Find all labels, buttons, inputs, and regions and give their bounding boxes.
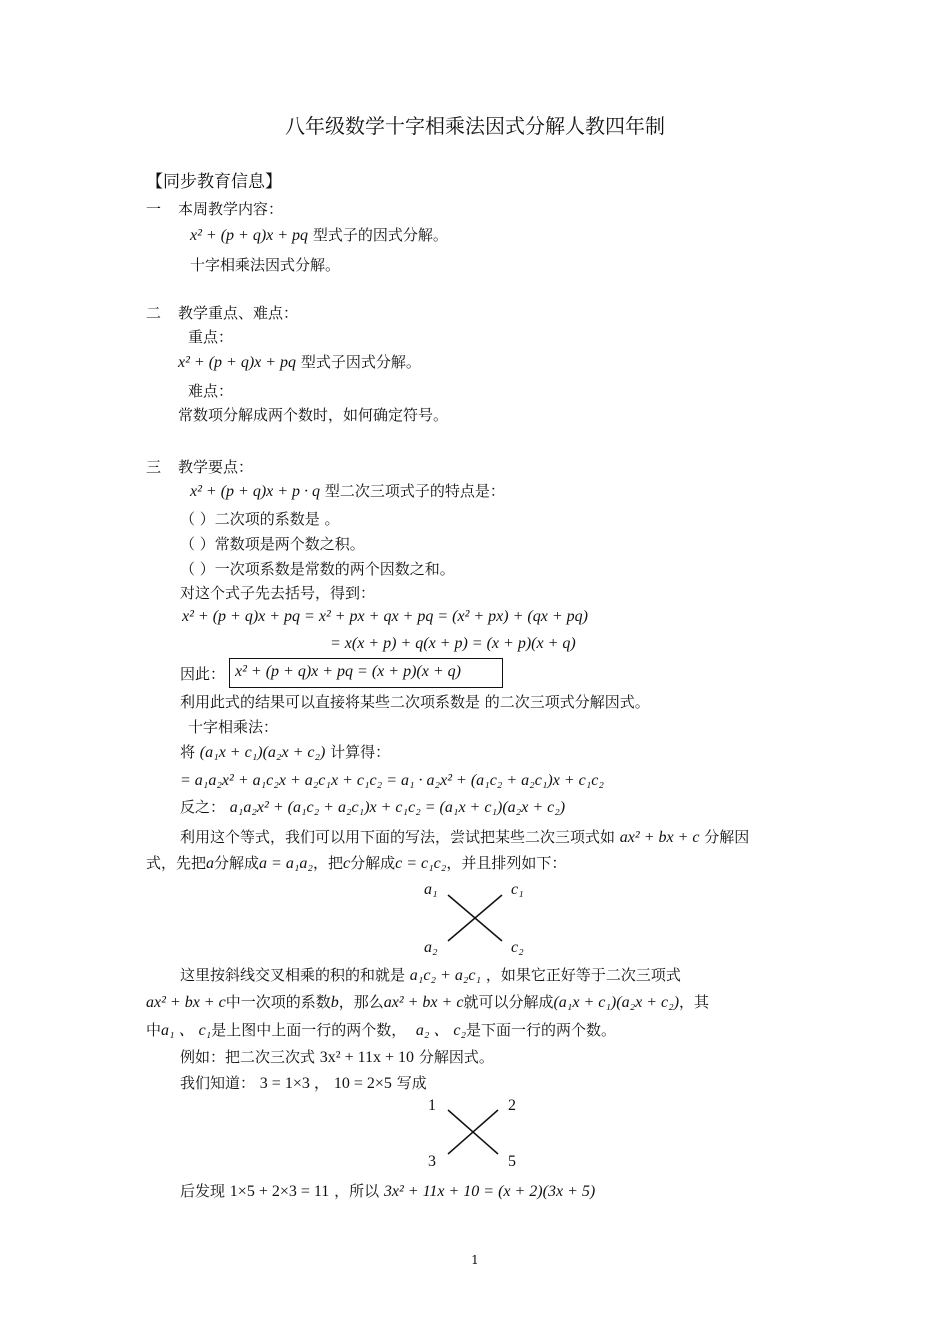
text: 利用这个等式，我们可以用下面的写法，尝试把某些二次三项式如 [180, 828, 616, 846]
expand-text: 对这个式子先去括号，得到： [180, 584, 376, 602]
text: 分解因式。 [418, 1048, 494, 1066]
text: 是上图中上面一行的两个数， [211, 1021, 407, 1039]
text: 我们知道： [180, 1074, 256, 1092]
therefore-label: 因此： [180, 665, 226, 683]
cross-2-top-right: 2 [508, 1097, 516, 1114]
text: 计算得： [330, 743, 391, 761]
cross-method-heading: 十字相乘法： [188, 718, 279, 736]
formula: a₁ 、 c₁ [161, 1022, 212, 1039]
result-line [180, 1182, 595, 1201]
key-point-line [178, 353, 421, 372]
use-text: 利用此式的结果可以直接将某些二次项系数是 的二次三项式分解因式。 [180, 693, 650, 711]
difficulty-text: 常数项分解成两个数时，如何确定符号。 [178, 406, 449, 424]
variable: b [330, 994, 339, 1011]
formula: x² + (p + q)x + p · q [190, 483, 321, 500]
cross-2-bottom-left: 3 [428, 1153, 436, 1170]
formula: x² + (p + q)x + pq [190, 227, 309, 244]
section-2-heading: 教学重点、难点： [178, 304, 299, 322]
know-line [180, 1074, 427, 1093]
equation-1: x² + (p + q)x + pq = x² + px + qx + pq = (x² + px) + (qx + pq) [182, 608, 588, 625]
variable: c [342, 855, 351, 872]
paragraph-1-line-1 [180, 828, 749, 847]
section-3-heading: 教学要点： [178, 458, 254, 476]
text: 中一次项的系数 [225, 993, 331, 1011]
section-heading: 【同步教育信息】 [146, 172, 282, 192]
difficulty-label: 难点： [188, 382, 234, 400]
formula: a = a₁a₂ [259, 855, 313, 872]
text: ，把 [312, 854, 343, 872]
section-3-number: 三 [146, 458, 162, 476]
cross-2-bottom-right: 5 [508, 1153, 516, 1170]
boxed-formula: x² + (p + q)x + pq = (x + p)(x + q) [235, 663, 461, 680]
formula: (a₁x + c₁)(a₂x + c₂) [199, 744, 326, 761]
text: ，那么 [338, 993, 384, 1011]
section-1-heading: 本周教学内容： [178, 200, 284, 218]
example-line [180, 1048, 494, 1067]
cross-1-top-right: c₁ [511, 881, 524, 898]
formula: ax² + bx + c [619, 829, 700, 846]
cross-1-lines [446, 893, 506, 945]
list-item: （ ）常数项是两个数之积。 [180, 535, 365, 553]
section-1-line-2: 十字相乘法因式分解。 [190, 256, 341, 274]
section-2-number: 二 [146, 304, 162, 322]
text: 型式子的因式分解。 [312, 226, 448, 244]
section-1-number: 一 [146, 200, 162, 218]
text: ，如果它正好等于二次三项式 [485, 966, 681, 984]
text: 是下面一行的两个数。 [466, 1021, 617, 1039]
calc-result: = a₁a₂x² + a₁c₂x + a₂c₁x + c₁c₂ = a₁ · a₂x² + (a₁c₂ + a₂c₁)x + c₁c₂ [180, 772, 604, 789]
text: ，所以 [334, 1182, 380, 1200]
text: 反之： [180, 798, 226, 816]
reverse-line [180, 798, 565, 817]
text: 型二次三项式子的特点是： [324, 482, 505, 500]
cross-1-bottom-left: a₂ [424, 939, 438, 956]
cross-1-top-left: a₁ [424, 881, 438, 898]
text: 型式子因式分解。 [300, 353, 421, 371]
page-title: 八年级数学十字相乘法因式分解人教四年制 [285, 114, 665, 138]
cross-2-top-left: 1 [428, 1097, 436, 1114]
formula: a₁c₂ + a₂c₁ [409, 967, 482, 984]
formula: a₂ 、 c₂ [415, 1022, 467, 1039]
formula: 1×5 + 2×3 = 11 [229, 1183, 330, 1200]
paragraph-2-line-1 [180, 966, 681, 985]
paragraph-2-line-2 [146, 993, 709, 1012]
list-item: （ ）一次项系数是常数的两个因数之和。 [180, 560, 455, 578]
text: 中 [146, 1021, 162, 1039]
formula: 3 = 1×3 ， 10 = 2×5 [259, 1075, 392, 1092]
formula: x² + (p + q)x + pq [178, 354, 297, 371]
text: 式，先把 [146, 854, 207, 872]
paragraph-1-line-2 [146, 854, 566, 873]
text: 写成 [396, 1074, 427, 1092]
formula: (a₁x + c₁)(a₂x + c₂) [553, 994, 680, 1011]
calc-line [180, 743, 390, 762]
intro-line [190, 482, 505, 501]
formula: a₁a₂x² + (a₁c₂ + a₂c₁)x + c₁c₂ = (a₁x + c₁)(a₂x + c₂) [229, 799, 566, 816]
text: ，其 [679, 993, 710, 1011]
text: 这里按斜线交叉相乘的积的和就是 [180, 966, 406, 984]
formula: ax² + bx + c [146, 994, 226, 1011]
text: 分解成 [214, 854, 260, 872]
page-number: 1 [471, 1253, 479, 1267]
text: 将 [180, 743, 196, 761]
paragraph-2-line-3 [146, 1021, 616, 1040]
formula: ax² + bx + c [383, 994, 464, 1011]
text: 例如：把二次三次式 [180, 1048, 316, 1066]
formula: 3x² + 11x + 10 = (x + 2)(3x + 5) [383, 1183, 596, 1200]
section-1-line-1 [190, 226, 448, 245]
cross-2-lines [446, 1108, 502, 1158]
formula: 3x² + 11x + 10 [319, 1049, 415, 1066]
text: 后发现 [180, 1182, 226, 1200]
text: 分解因 [704, 828, 750, 846]
formula: c = c₁c₂ [395, 855, 447, 872]
text: 分解成 [350, 854, 396, 872]
equation-2: = x(x + p) + q(x + p) = (x + p)(x + q) [330, 635, 576, 652]
variable: a [206, 855, 215, 872]
text: 就可以分解成 [463, 993, 554, 1011]
text: ，并且排列如下： [446, 854, 567, 872]
list-item: （ ）二次项的系数是 。 [180, 510, 340, 528]
cross-1-bottom-right: c₂ [511, 939, 524, 956]
key-point-label: 重点： [188, 328, 234, 346]
